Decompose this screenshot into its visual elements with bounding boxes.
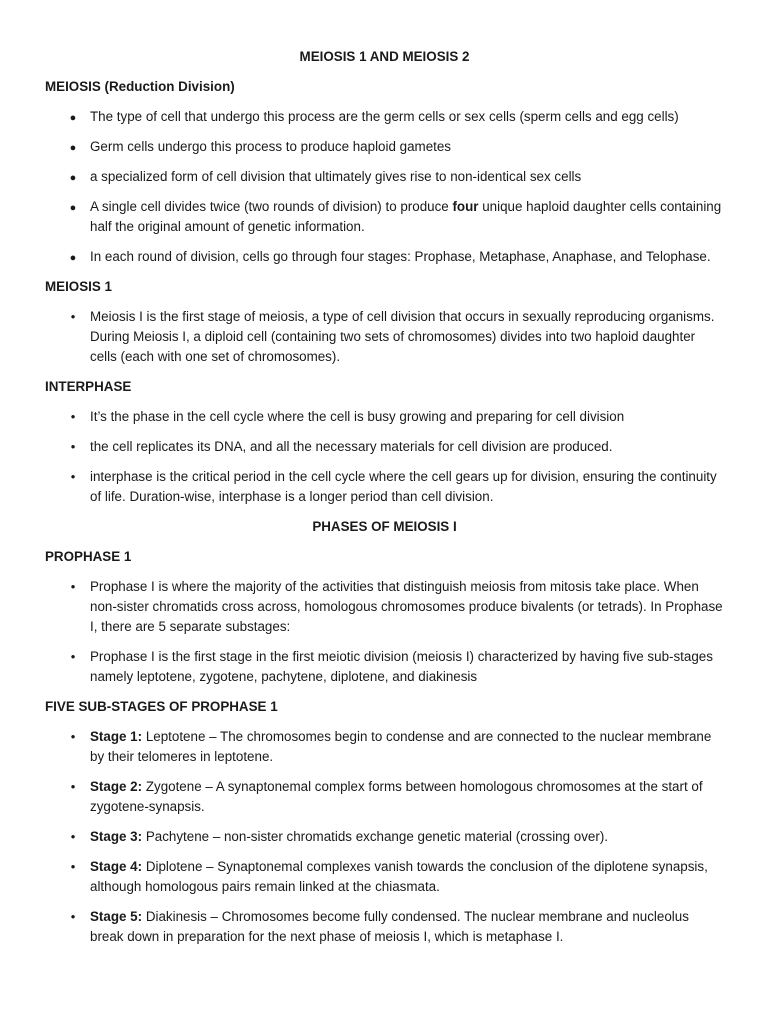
list-item: ● The type of cell that undergo this process are the germ cells or sex cells (sperm cells and egg cells): [45, 107, 724, 127]
bullet-icon: [67, 137, 79, 158]
heading-meiosis-1: MEIOSIS 1: [45, 279, 112, 294]
heading-substages: FIVE SUB-STAGES OF PROPHASE 1: [45, 699, 278, 714]
list-item: • It’s the phase in the cell cycle where the cell is busy growing and preparing for cell division: [45, 407, 724, 427]
bullet-icon: [67, 107, 79, 128]
list-item: • interphase is the critical period in the cell cycle where the cell gears up for division, ensuring the continuity of life. Duration-wise, interphase is a longer period than cell division.: [45, 467, 724, 507]
list-item: ● a specialized form of cell division that ultimately gives rise to non-identical sex cells: [45, 167, 724, 187]
phases-title: PHASES OF MEIOSIS I: [312, 519, 457, 534]
bullet-icon: [67, 307, 79, 327]
bullet-icon: [67, 167, 79, 188]
document-title: MEIOSIS 1 AND MEIOSIS 2: [299, 49, 470, 64]
list-item: • Stage 2: Zygotene – A synaptonemal complex forms between homologous chromosomes at the start of zygotene-synapsis.: [45, 777, 724, 817]
bullet-icon: [67, 907, 79, 927]
list-item: • Meiosis I is the first stage of meiosis, a type of cell division that occurs in sexually reproducing organisms. During Meiosis I, a diploid cell (containing two sets of chromosomes) divides into two haploid daughter cells (each with one set of chromosomes).: [45, 307, 724, 367]
bullet-icon: [67, 197, 79, 218]
list-item: ● In each round of division, cells go through four stages: Prophase, Metaphase, Anaphase, and Telophase.: [45, 247, 724, 267]
bullet-icon: [67, 437, 79, 457]
bullet-icon: [67, 247, 79, 268]
list-item: • Prophase I is the first stage in the first meiotic division (meiosis I) characterized by having five sub-stages namely leptotene, zygotene, pachytene, diplotene, and diakinesis: [45, 647, 724, 687]
list-item: ● Germ cells undergo this process to produce haploid gametes: [45, 137, 724, 157]
bullet-icon: [67, 467, 79, 487]
list-item: ● A single cell divides twice (two rounds of division) to produce four unique haploid daughter cells containing half the original amount of genetic information.: [45, 197, 724, 237]
bullet-icon: [67, 727, 79, 747]
list-prophase-1: [45, 577, 724, 687]
bullet-icon: [67, 777, 79, 797]
bullet-icon: [67, 577, 79, 597]
list-meiosis-1: [45, 307, 724, 367]
list-item: • Stage 5: Diakinesis – Chromosomes become fully condensed. The nuclear membrane and nucleolus break down in preparation for the next phase of meiosis I, which is metaphase I.: [45, 907, 724, 947]
list-interphase: [45, 407, 724, 507]
bullet-icon: [67, 647, 79, 667]
heading-meiosis: MEIOSIS (Reduction Division): [45, 79, 235, 94]
list-item: • Stage 3: Pachytene – non-sister chromatids exchange genetic material (crossing over).: [45, 827, 724, 847]
list-item: • the cell replicates its DNA, and all the necessary materials for cell division are produced.: [45, 437, 724, 457]
bullet-icon: [67, 407, 79, 427]
bullet-icon: [67, 857, 79, 877]
list-substages: [45, 727, 724, 947]
bullet-icon: [67, 827, 79, 847]
list-item: • Stage 4: Diplotene – Synaptonemal complexes vanish towards the conclusion of the diplotene synapsis, although homologous pairs remain linked at the chiasmata.: [45, 857, 724, 897]
heading-interphase: INTERPHASE: [45, 379, 132, 394]
list-item: • Stage 1: Leptotene – The chromosomes begin to condense and are connected to the nuclear membrane by their telomeres in leptotene.: [45, 727, 724, 767]
list-meiosis: [45, 107, 724, 267]
heading-prophase-1: PROPHASE 1: [45, 549, 132, 564]
list-item: • Prophase I is where the majority of the activities that distinguish meiosis from mitosis take place. When non-sister chromatids cross across, homologous chromosomes produce bivalents (or tetrads). In Prophase I, there are 5 separate substages:: [45, 577, 724, 637]
